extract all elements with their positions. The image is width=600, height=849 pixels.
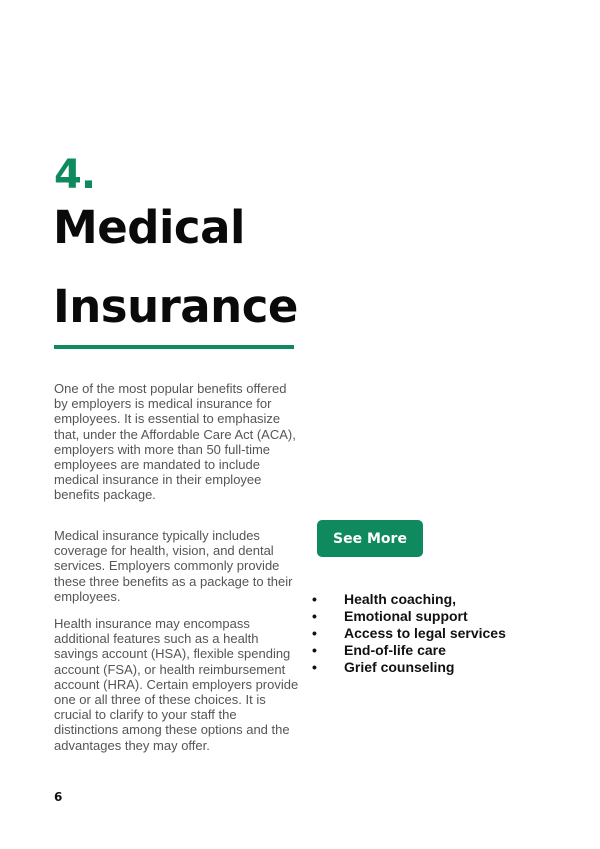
list-item-label: Health coaching, (344, 591, 457, 607)
list-item (312, 625, 506, 642)
list-item-label: Access to legal services (344, 625, 506, 641)
list-item (312, 642, 506, 659)
bullet-icon: • (312, 608, 317, 624)
list-item-label: End-of-life care (344, 642, 446, 658)
page-number: 6 (54, 790, 63, 804)
title-underline-divider (54, 345, 294, 349)
section-number: 4. (54, 152, 96, 198)
body-paragraph: Health insurance may encompass additional features such as a health savings account (HSA), flexible spending account (FSA), or health reimbursement account (HRA). Certain employers provide one or all three of these choices. It is crucial to clarify to your staff the distinctions among these options and the advantages they may offer. (54, 616, 299, 753)
bullet-icon: • (312, 642, 317, 658)
bullet-icon: • (312, 625, 317, 641)
bullet-icon: • (312, 659, 317, 675)
body-paragraph: One of the most popular benefits offered by employers is medical insurance for employees. It is essential to emphasize that, under the Affordable Care Act (ACA), employers with more than 50 full-time employees are mandated to include medical insurance in their employee benefits package. (54, 381, 296, 503)
list-item (312, 608, 506, 625)
benefits-list (312, 591, 506, 676)
page-title-line-1: Medical (53, 201, 245, 254)
body-paragraph: Medical insurance typically includes coverage for health, vision, and dental services. Employers commonly provide these three benefits as a package to their employees. (54, 528, 293, 604)
list-item (312, 591, 506, 608)
list-item-label: Emotional support (344, 608, 468, 624)
list-item (312, 659, 506, 676)
page-title-line-2: Insurance (53, 280, 298, 333)
see-more-button[interactable]: See More (317, 520, 423, 557)
bullet-icon: • (312, 591, 317, 607)
list-item-label: Grief counseling (344, 659, 455, 675)
